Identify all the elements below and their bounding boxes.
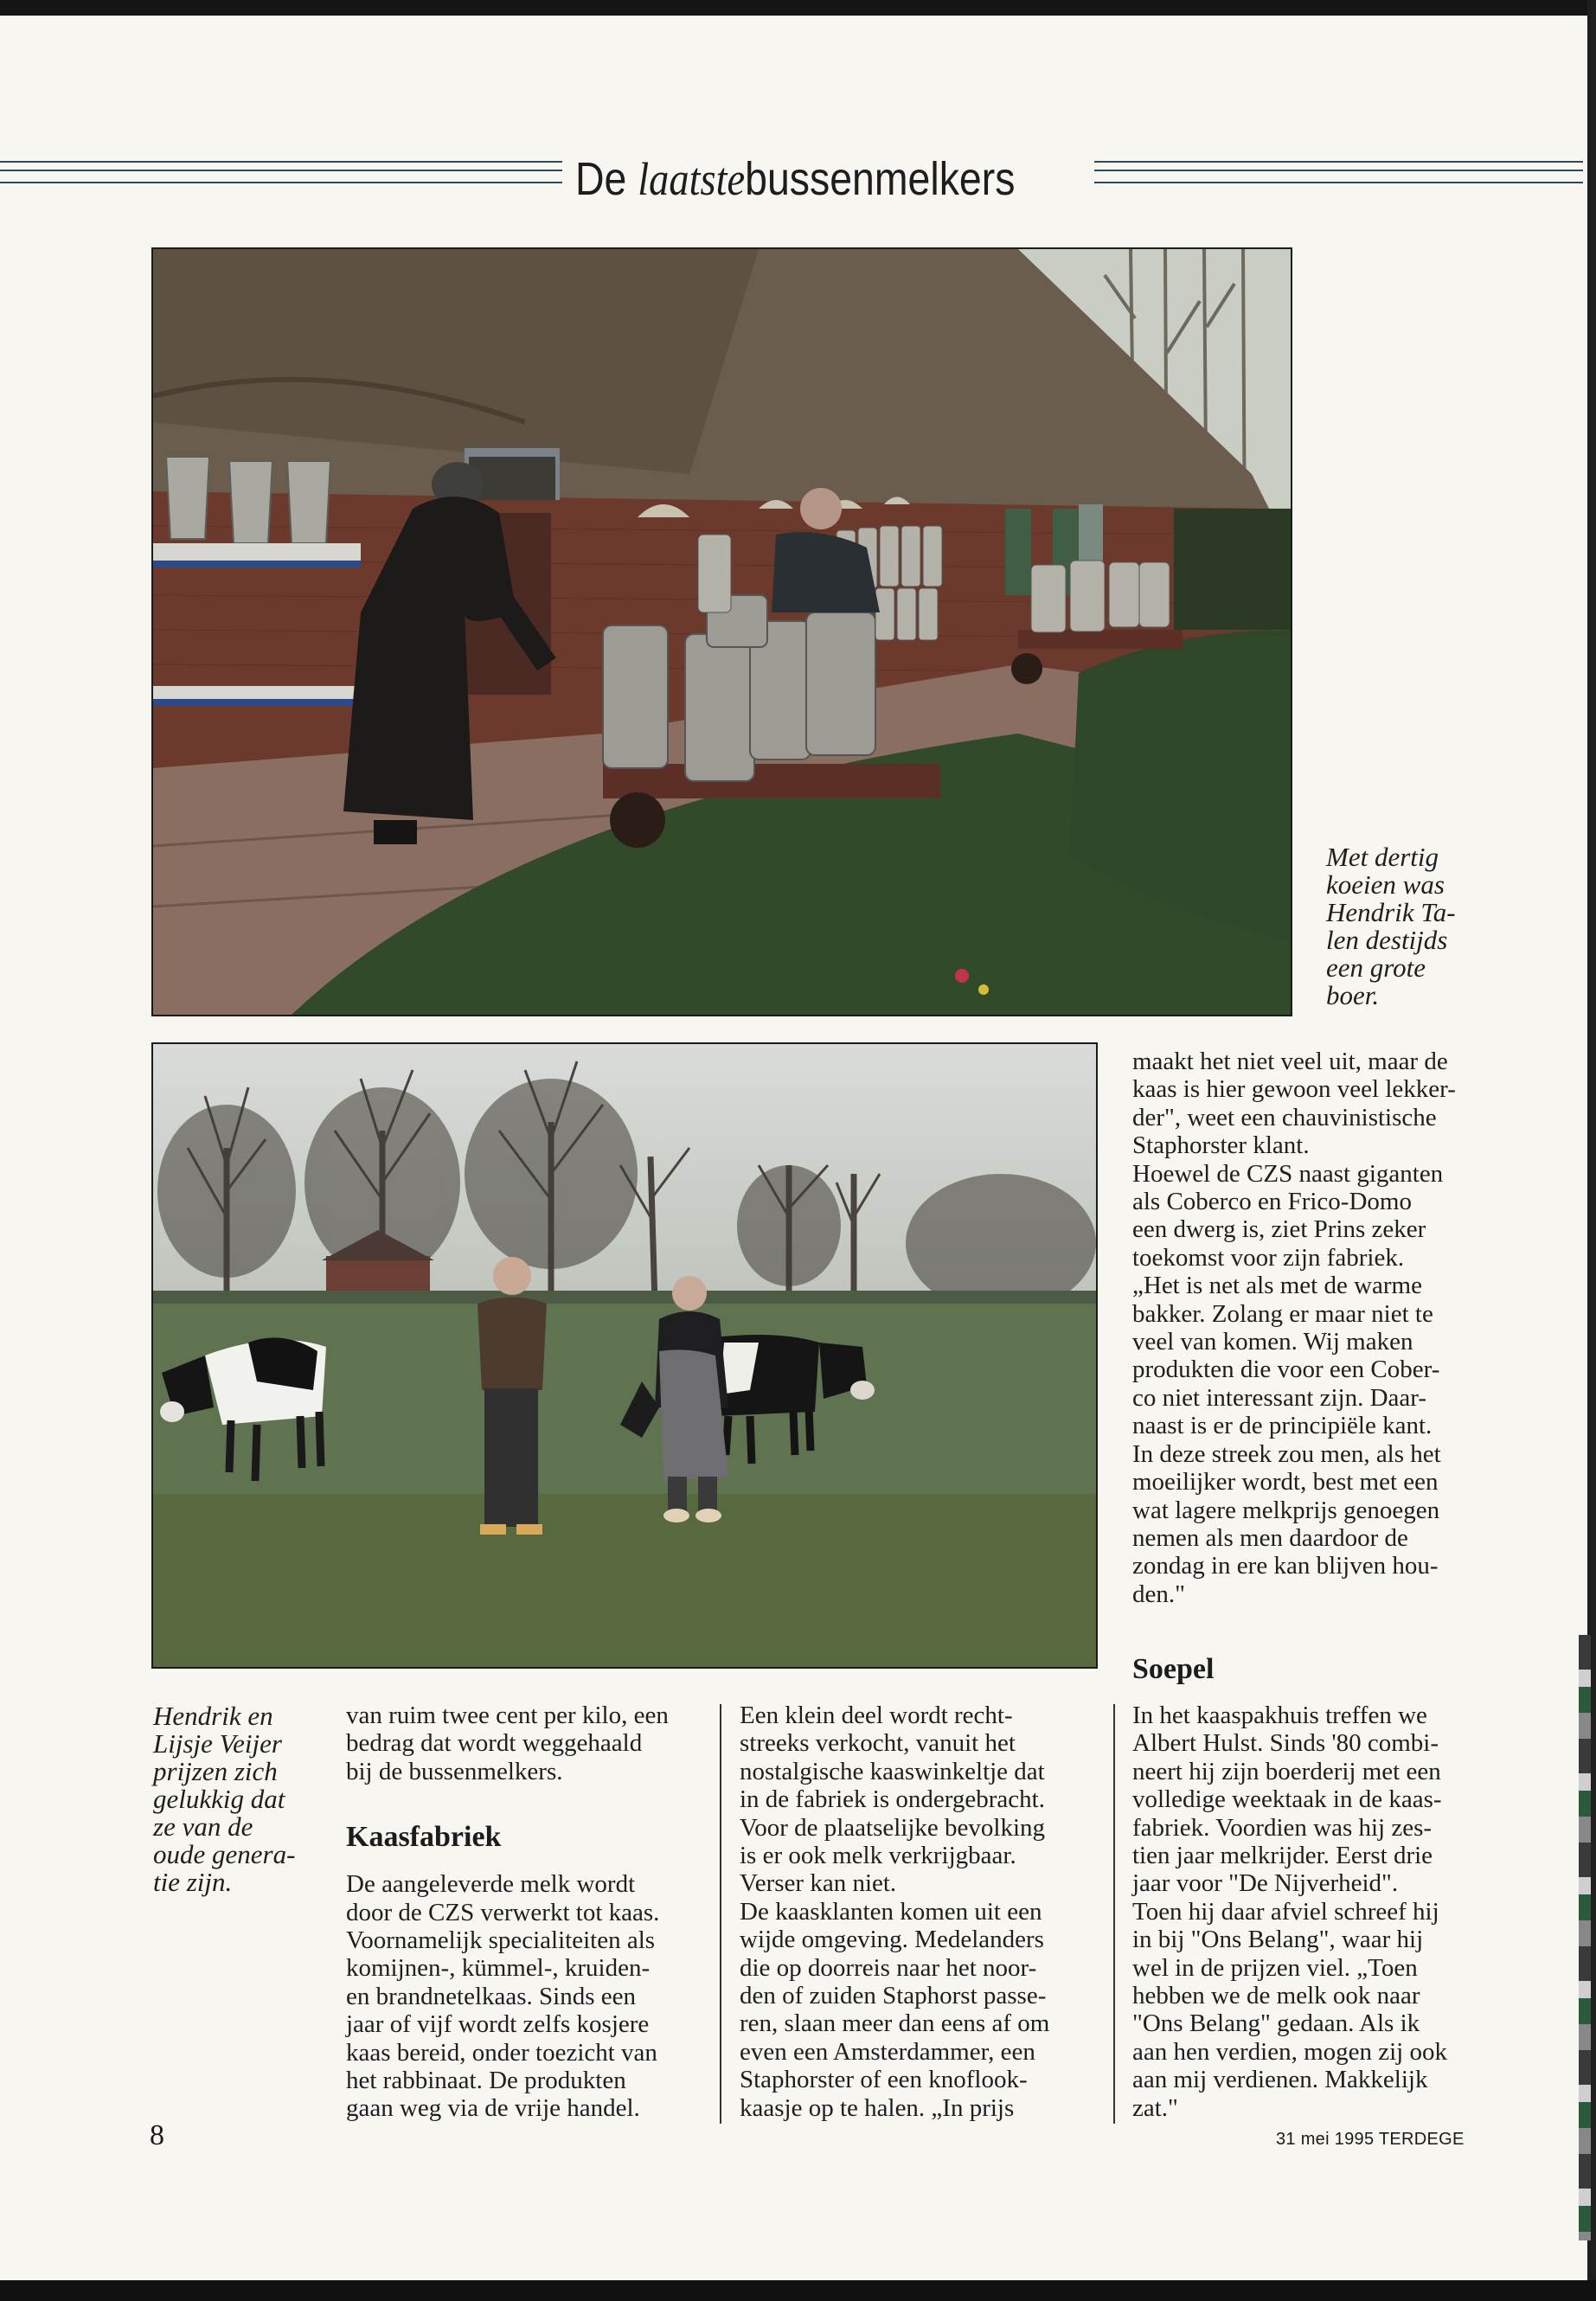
text-line: Toen hij daar afviel schreef hij bbox=[1132, 1897, 1439, 1926]
section-heading-kaasfabriek: Kaasfabriek bbox=[346, 1821, 502, 1854]
photo-farmhouse-illustration bbox=[153, 249, 1291, 1015]
text-line: aan mij verdienen. Makkelijk bbox=[1132, 2066, 1428, 2094]
text-line: aan hen verdien, mogen zij ook bbox=[1132, 2037, 1447, 2066]
text-line: maakt het niet veel uit, maar de bbox=[1132, 1048, 1448, 1075]
text-line: Albert Hulst. Sinds '80 combi- bbox=[1132, 1729, 1439, 1758]
text-line: tien jaar melkrijder. Eerst drie bbox=[1132, 1842, 1433, 1870]
text-line: als Coberco en Frico-Domo bbox=[1132, 1188, 1412, 1216]
can-rack-upper bbox=[153, 543, 361, 562]
text-line: In het kaaspakhuis treffen we bbox=[1132, 1702, 1427, 1729]
title-post: bussenmelkers bbox=[745, 153, 1016, 205]
text-line: zat." bbox=[1132, 2093, 1178, 2122]
text-line: bedrag dat wordt weggehaald bbox=[346, 1729, 643, 1758]
text-line: jaar voor "De Nijverheid". bbox=[1132, 1869, 1399, 1898]
text-line: der", weet een chauvinistische bbox=[1132, 1103, 1437, 1131]
caption-top-line: Hendrik Ta- bbox=[1326, 897, 1456, 927]
text-line: Hoewel de CZS naast giganten bbox=[1132, 1159, 1444, 1188]
header-rule-left-3 bbox=[0, 182, 562, 183]
text-line: kaas bereid, onder toezicht van bbox=[346, 2038, 657, 2067]
photo-couple-with-cows bbox=[151, 1042, 1098, 1669]
header-rule-right-3 bbox=[1094, 182, 1583, 183]
text-line: hebben we de melk ook naar bbox=[1132, 1982, 1420, 2010]
title-pre: De bbox=[575, 153, 627, 205]
text-line: den of zuiden Staphorst passe- bbox=[740, 1982, 1047, 2010]
text-line: "Ons Belang" gedaan. Als ik bbox=[1132, 2009, 1420, 2038]
text-line: „Het is net als met de warme bbox=[1132, 1272, 1422, 1300]
column-3 bbox=[1132, 1702, 1496, 2122]
column-2 bbox=[740, 1702, 1103, 2122]
text-line: moeilijker wordt, best met een bbox=[1132, 1468, 1439, 1497]
title-italic: laatste bbox=[638, 153, 746, 205]
text-line: wat lagere melkprijs genoegen bbox=[1132, 1496, 1440, 1524]
text-line: en brandnetelkaas. Sinds een bbox=[346, 1982, 637, 2010]
text-line: Een klein deel wordt recht- bbox=[740, 1702, 1013, 1729]
text-line: produkten die voor een Cober- bbox=[1132, 1356, 1440, 1384]
text-line: gaan weg via de vrije handel. bbox=[346, 2094, 640, 2123]
scan-top-border bbox=[0, 0, 1596, 16]
text-line: Verser kan niet. bbox=[740, 1869, 897, 1898]
text-line: Staphorster klant. bbox=[1132, 1131, 1310, 1160]
text-line: In deze streek zou men, als het bbox=[1132, 1439, 1441, 1468]
column-1 bbox=[346, 1702, 709, 2123]
text-line: nostalgische kaaswinkeltje dat bbox=[740, 1757, 1045, 1785]
caption-top-line: een grote bbox=[1326, 952, 1426, 983]
distant-farmhouse bbox=[326, 1256, 430, 1295]
caption-middle bbox=[153, 1702, 326, 1896]
caption-top-line: koeien was bbox=[1326, 869, 1445, 900]
text-line: komijnen-, kümmel-, kruiden- bbox=[346, 1954, 651, 1983]
photo-farmhouse-milk-cans bbox=[151, 247, 1292, 1016]
text-line: fabriek. Voordien was hij zes- bbox=[1132, 1813, 1433, 1842]
caption-middle-line: prijzen zich bbox=[153, 1756, 278, 1786]
text-line: wijde omgeving. Medelanders bbox=[740, 1926, 1044, 1954]
text-line: Voor de plaatselijke bevolking bbox=[740, 1813, 1046, 1842]
text-line: naast is er de principiële kant. bbox=[1132, 1412, 1433, 1440]
column-divider-1 bbox=[720, 1704, 721, 2124]
text-line: co niet interessant zijn. Daar- bbox=[1132, 1383, 1427, 1412]
text-line: is er ook melk verkrijgbaar. bbox=[740, 1842, 1016, 1870]
text-line: jaar of vijf wordt zelfs kosjere bbox=[346, 2010, 650, 2039]
text-line: in de fabriek is ondergebracht. bbox=[740, 1785, 1045, 1814]
text-line: den." bbox=[1132, 1580, 1185, 1608]
text-line: het rabbinaat. De produkten bbox=[346, 2067, 626, 2095]
footer-date-publication: 31 mei 1995 TERDEGE bbox=[1276, 2130, 1465, 2149]
text-line: door de CZS verwerkt tot kaas. bbox=[346, 1898, 660, 1926]
text-line: Voornamelijk specialiteiten als bbox=[346, 1926, 656, 1955]
text-line: in bij "Ons Belang", waar hij bbox=[1132, 1926, 1424, 1954]
section-heading-soepel: Soepel bbox=[1132, 1653, 1215, 1685]
text-line: wel in de prijzen viel. „Toen bbox=[1132, 1953, 1418, 1982]
text-line: toekomst voor zijn fabriek. bbox=[1132, 1243, 1405, 1272]
page-number: 8 bbox=[150, 2119, 164, 2151]
caption-top-line: Met dertig bbox=[1326, 842, 1439, 872]
text-line: veel van komen. Wij maken bbox=[1132, 1328, 1413, 1356]
text-line: De aangeleverde melk wordt bbox=[346, 1870, 636, 1899]
caption-top bbox=[1326, 843, 1499, 1009]
text-line: ren, slaan meer dan eens af om bbox=[740, 2009, 1050, 2038]
caption-middle-line: Hendrik en bbox=[153, 1701, 273, 1731]
header-rule-right-2 bbox=[1094, 170, 1583, 171]
caption-top-line: boer. bbox=[1326, 980, 1380, 1010]
header-rule-right-1 bbox=[1094, 161, 1583, 163]
text-line: bakker. Zolang er maar niet te bbox=[1132, 1299, 1433, 1328]
caption-top-line: len destijds bbox=[1326, 925, 1448, 955]
header-rule-left-1 bbox=[0, 161, 562, 163]
adjacent-page-edge bbox=[1579, 1635, 1591, 2240]
page-title bbox=[575, 149, 1015, 209]
text-line: van ruim twee cent per kilo, een bbox=[346, 1702, 669, 1729]
text-line: nemen als men daardoor de bbox=[1132, 1523, 1408, 1552]
section-heading-soepel-wrap bbox=[1132, 1652, 1496, 1687]
caption-middle-line: ze van de bbox=[153, 1811, 253, 1842]
column-divider-2 bbox=[1113, 1704, 1115, 2124]
caption-middle-line: Lijsje Veijer bbox=[153, 1728, 282, 1759]
scan-bottom-border bbox=[0, 2280, 1596, 2301]
caption-middle-line: gelukkig dat bbox=[153, 1784, 285, 1814]
text-line: streeks verkocht, vanuit het bbox=[740, 1729, 1016, 1758]
photo-pasture-illustration bbox=[153, 1044, 1096, 1667]
hanging-milk-cans bbox=[166, 457, 330, 543]
text-line: kaasje op te halen. „In prijs bbox=[740, 2093, 1015, 2122]
caption-middle-line: oude genera- bbox=[153, 1839, 296, 1869]
text-line: De kaasklanten komen uit een bbox=[740, 1897, 1042, 1926]
caption-middle-line: tie zijn. bbox=[153, 1867, 233, 1897]
text-line: die op doorreis naar het noor- bbox=[740, 1953, 1037, 1982]
text-line: een dwerg is, ziet Prins zeker bbox=[1132, 1215, 1426, 1244]
text-line: neert hij zijn boerderij met een bbox=[1132, 1757, 1441, 1785]
text-line: volledige weektaak in de kaas- bbox=[1132, 1785, 1442, 1814]
text-line: Staphorster of een knoflook- bbox=[740, 2066, 1028, 2094]
text-line: bij de bussenmelkers. bbox=[346, 1757, 563, 1785]
header-rule-left-2 bbox=[0, 170, 562, 171]
text-line: zondag in ere kan blijven hou- bbox=[1132, 1552, 1439, 1580]
column-right-top bbox=[1132, 1048, 1496, 1608]
text-line: even een Amsterdammer, een bbox=[740, 2037, 1035, 2066]
text-line: kaas is hier gewoon veel lekker- bbox=[1132, 1075, 1456, 1104]
